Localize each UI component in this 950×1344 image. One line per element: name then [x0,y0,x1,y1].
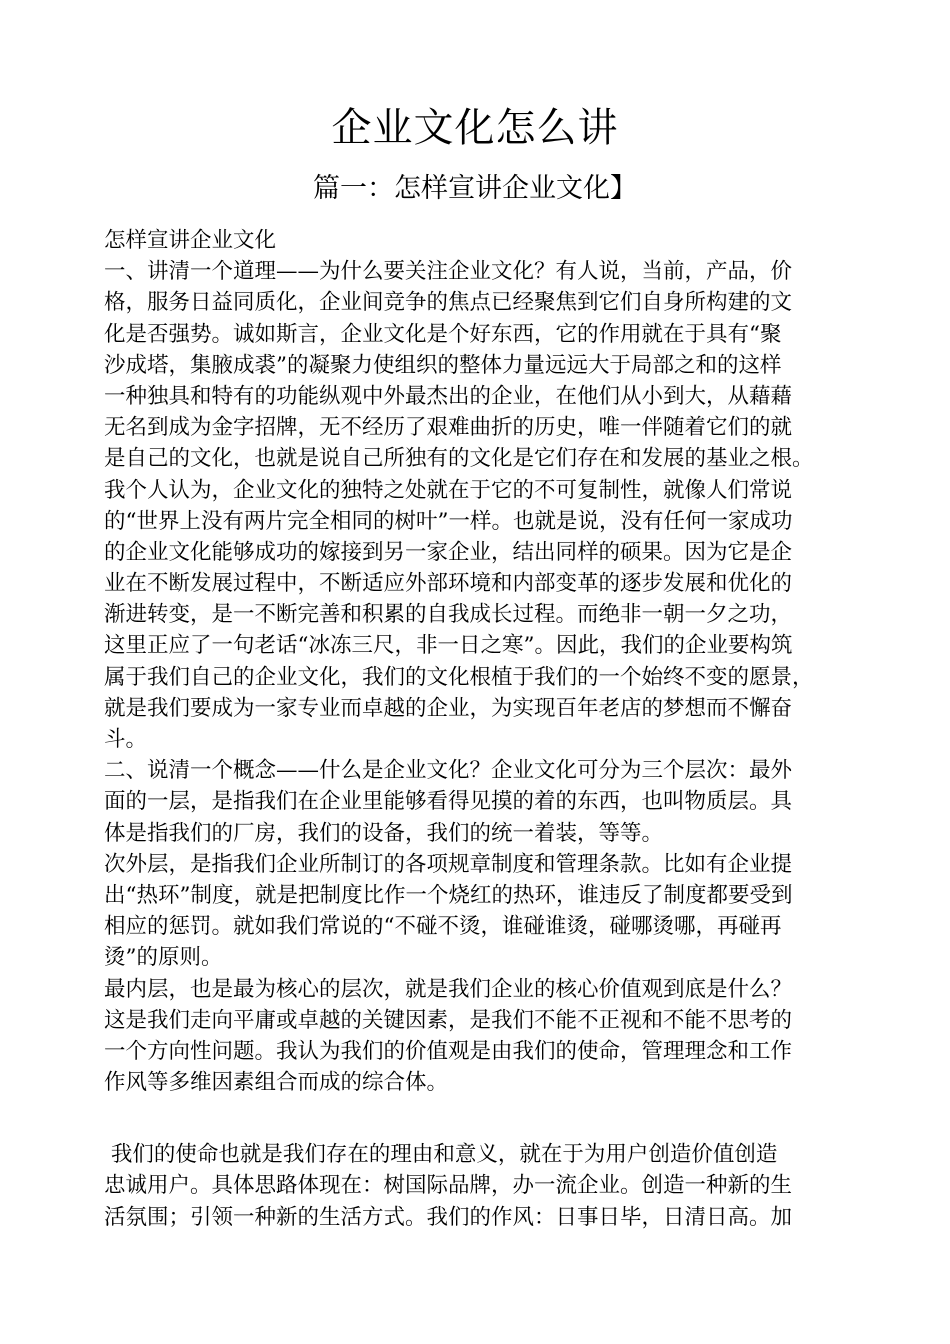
document-title: 企业文化怎么讲 [331,105,619,151]
text-line: 出“热环”制度，就是把制度比作一个烧红的热环，谁违反了制度都要受到 [104,882,793,908]
text-line: 活氛围；引领一种新的生活方式。我们的作风：日事日毕，日清日高。加 [104,1204,793,1230]
document-body [104,225,884,1233]
paragraph-gap [104,1098,884,1139]
text-line: 就是我们要成为一家专业而卓越的企业，为实现百年老店的梦想而不懈奋 [104,695,793,721]
body-section-1 [104,225,884,1098]
text-line: 怎样宣讲企业文化 [104,228,277,253]
text-line: 一种独具和特有的功能纵观中外最杰出的企业，在他们从小到大，从藉藉 [104,383,793,409]
text-line: 是自己的文化，也就是说自己所独有的文化是它们存在和发展的基业之根。 [104,446,814,472]
text-line: 业在不断发展过程中，不断适应外部环境和内部变革的逐步发展和优化的 [104,571,793,597]
text-line: 化是否强势。诚如斯言，企业文化是个好东西，它的作用就在于具有“聚 [104,321,782,347]
text-line: 渐进转变，是一不断完善和积累的自我成长过程。而绝非一朝一夕之功， [104,602,793,628]
text-line: 体是指我们的厂房，我们的设备，我们的统一着装，等等。 [104,820,664,846]
text-line: 的企业文化能够成功的嫁接到另一家企业，结出同样的硕果。因为它是企 [104,539,793,565]
text-line: 最内层，也是最为核心的层次，就是我们企业的核心价值观到底是什么？ [104,976,793,1002]
text-line: 烫”的原则。 [104,945,223,971]
text-line: 属于我们自己的企业文化，我们的文化根植于我们的一个始终不变的愿景， [104,664,814,690]
text-line: 这是我们走向平庸或卓越的关键因素，是我们不能不正视和不能不思考的 [104,1007,793,1033]
text-line: 格，服务日益同质化，企业间竞争的焦点已经聚焦到它们自身所构建的文 [104,290,793,316]
text-line: 相应的惩罚。就如我们常说的“不碰不烫，谁碰谁烫，碰哪烫哪，再碰再 [104,914,782,940]
text-line: 沙成塔，集腋成裘”的凝聚力使组织的整体力量远远大于局部之和的这样 [104,352,782,378]
text-line: 斗。 [104,727,148,752]
text-line: 一、讲清一个道理——为什么要关注企业文化？有人说，当前，产品，价 [104,259,793,285]
text-line: 二、说清一个概念——什么是企业文化？企业文化可分为三个层次：最外 [104,758,793,784]
text-line: 无名到成为金字招牌，无不经历了艰难曲折的历史，唯一伴随着它们的就 [104,415,793,441]
text-line: 作风等多维因素组合而成的综合体。 [104,1070,449,1096]
text-line: 这里正应了一句老话“冰冻三尺，非一日之寒”。因此，我们的企业要构筑 [104,633,793,659]
text-line: 的“世界上没有两片完全相同的树叶”一样。也就是说，没有任何一家成功 [104,508,793,534]
text-line: 我个人认为，企业文化的独特之处就在于它的不可复制性，就像人们常说 [104,477,793,503]
document-subtitle: 篇一：怎样宣讲企业文化】 [313,173,637,204]
text-line: 我们的使命也就是我们存在的理由和意义，就在于为用户创造价值创造 [104,1142,778,1168]
text-line: 次外层，是指我们企业所制订的各项规章制度和管理条款。比如有企业提 [104,851,793,877]
text-line: 忠诚用户。具体思路体现在：树国际品牌，办一流企业。创造一种新的生 [104,1173,793,1199]
text-line: 一个方向性问题。我认为我们的价值观是由我们的使命，管理理念和工作 [104,1038,793,1064]
text-line: 面的一层，是指我们在企业里能够看得见摸的着的东西，也叫物质层。具 [104,789,793,815]
body-section-2 [104,1139,884,1233]
